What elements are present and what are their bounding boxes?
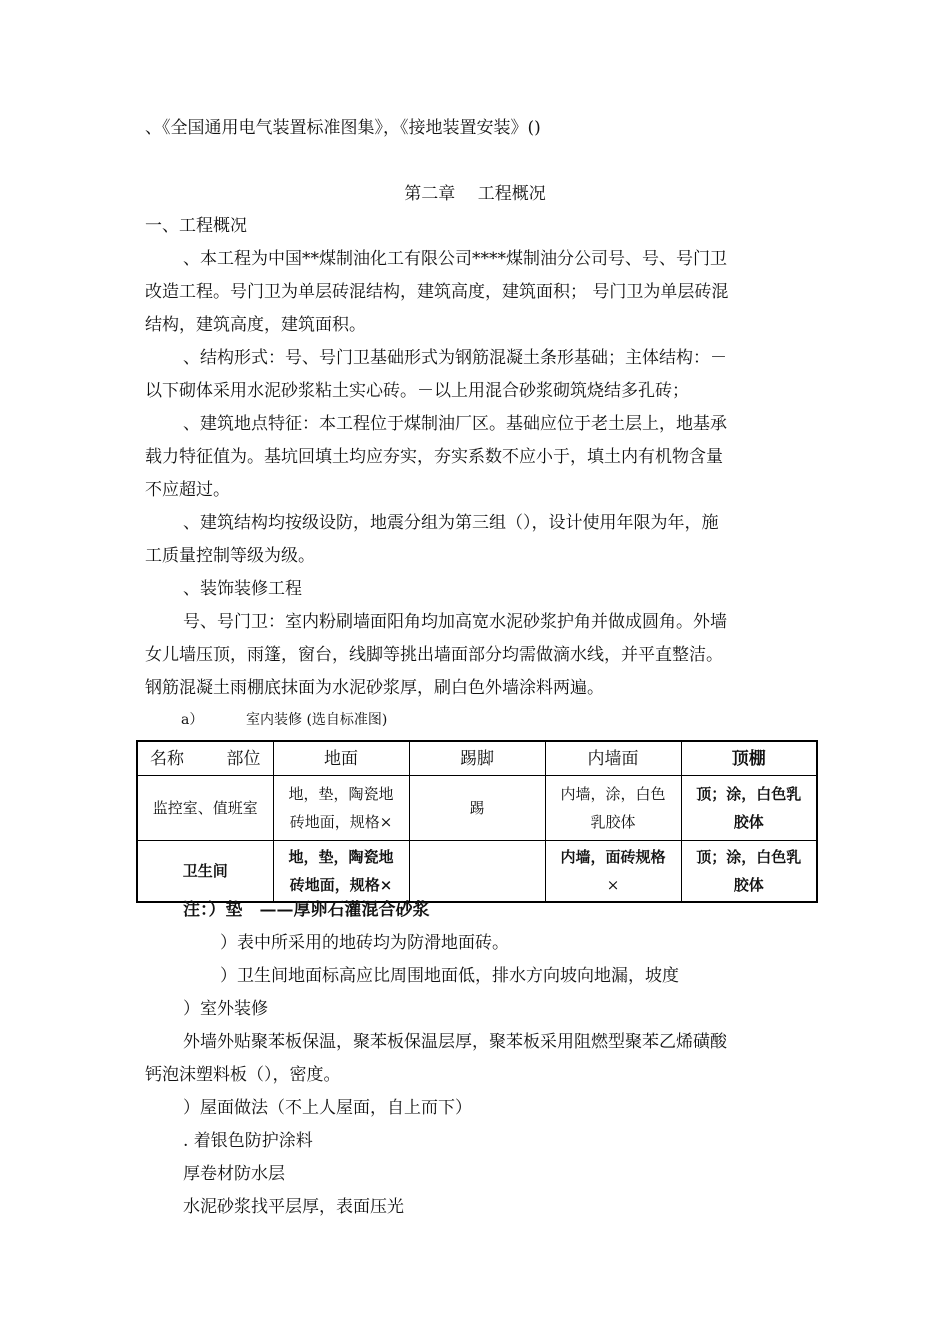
paragraph-line: 载力特征值为。基坑回填土均应夯实，夯实系数不应小于，填土内有机物含量 (145, 447, 723, 467)
cell-line: 顶；涂，白色乳 (696, 785, 802, 803)
roof-layer: . 着银色防护涂料 (183, 1131, 313, 1151)
paragraph-line: 改造工程。号门卫为单层砖混结构，建筑高度，建筑面积； 号门卫为单层砖混 (145, 282, 729, 302)
cell-line: 砖地面，规格× (289, 813, 393, 831)
table-note: 注：）垫 ——厚卵石灌混合砂浆 (183, 900, 430, 920)
paragraph-line: 不应超过。 (145, 480, 230, 500)
paragraph-line: 、装饰装修工程 (183, 579, 302, 599)
subsection-heading: ）屋面做法（不上人屋面，自上而下） (183, 1098, 472, 1118)
paragraph-line: 女儿墙压顶，雨篷，窗台，线脚等挑出墙面部分均需做滴水线，并平直整洁。 (145, 645, 723, 665)
table-caption: 室内装修 (选自标准图) (246, 712, 388, 728)
row-inner-wall (545, 841, 681, 903)
cell-line: 乳胶体 (590, 813, 636, 831)
table-row (137, 841, 817, 903)
table-note: ）卫生间地面标高应比周围地面低，排水方向坡向地漏，坡度 (220, 966, 679, 986)
row-name: 监控室、值班室 (137, 776, 273, 841)
header-name: 名称 (150, 748, 184, 769)
header-skirting: 踢脚 (409, 741, 545, 776)
header-inner-wall: 内墙面 (545, 741, 681, 776)
row-ceiling (681, 841, 817, 903)
roof-layer: 厚卷材防水层 (183, 1164, 285, 1184)
row-name: 卫生间 (137, 841, 273, 903)
interior-decoration-table (136, 740, 818, 903)
row-ceiling (681, 776, 817, 841)
paragraph-line: 、建筑地点特征：本工程位于煤制油厂区。基础应位于老土层上，地基承 (183, 414, 727, 434)
cell-line: 胶体 (733, 876, 764, 894)
reference-standard-line: 、《全国通用电气装置标准图集》，《接地装置安装》() (145, 118, 541, 138)
paragraph-line: 结构，建筑高度，建筑面积。 (145, 315, 366, 335)
paragraph-line: 钙泡沫塑料板（），密度。 (145, 1065, 341, 1085)
cell-line: 顶；涂，白色乳 (696, 848, 802, 866)
paragraph-line: 以下砌体采用水泥砂浆粘土实心砖。－以上用混合砂浆砌筑烧结多孔砖； (145, 381, 689, 401)
paragraph-line: 、结构形式：号、号门卫基础形式为钢筋混凝土条形基础；主体结构：－ (183, 348, 727, 368)
cell-line: 内墙，涂，白色 (560, 785, 666, 803)
header-name-part (137, 741, 273, 776)
cell-line: 胶体 (733, 813, 764, 831)
row-inner-wall (545, 776, 681, 841)
row-skirting: 踢 (409, 776, 545, 841)
roof-layer: 水泥砂浆找平层厚，表面压光 (183, 1197, 404, 1217)
row-floor (273, 841, 409, 903)
chapter-title: 第二章 工程概况 (404, 184, 546, 204)
cell-line: 地，垫，陶瓷地 (288, 848, 394, 866)
paragraph-line: 、本工程为中国**煤制油化工有限公司****煤制油分公司号、号、号门卫 (183, 249, 727, 269)
paragraph-line: 工质量控制等级为级。 (145, 546, 315, 566)
row-floor (273, 776, 409, 841)
table-caption-label: a） (181, 712, 204, 728)
cell-line: 地，垫，陶瓷地 (288, 785, 394, 803)
table-header-row (137, 741, 817, 776)
paragraph-line: 、建筑结构均按级设防，地震分组为第三组（），设计使用年限为年，施 (183, 513, 719, 533)
table-note: ）表中所采用的地砖均为防滑地面砖。 (220, 933, 509, 953)
cell-line: 内墙，面砖规格 (560, 848, 666, 866)
header-floor: 地面 (273, 741, 409, 776)
paragraph-line: 号、号门卫：室内粉刷墙面阳角均加高宽水泥砂浆护角并做成圆角。外墙 (183, 612, 727, 632)
table-row (137, 776, 817, 841)
cell-line: 砖地面，规格× (289, 876, 393, 894)
subsection-heading: ）室外装修 (183, 999, 268, 1019)
header-part: 部位 (226, 748, 261, 769)
cell-line: × (606, 876, 620, 894)
paragraph-line: 钢筋混凝土雨棚底抹面为水泥砂浆厚，刷白色外墙涂料两遍。 (145, 678, 604, 698)
header-ceiling: 顶棚 (681, 741, 817, 776)
section-heading: 一、工程概况 (145, 216, 247, 236)
row-skirting (409, 841, 545, 903)
paragraph-line: 外墙外贴聚苯板保温，聚苯板保温层厚，聚苯板采用阻燃型聚苯乙烯磺酸 (183, 1032, 727, 1052)
